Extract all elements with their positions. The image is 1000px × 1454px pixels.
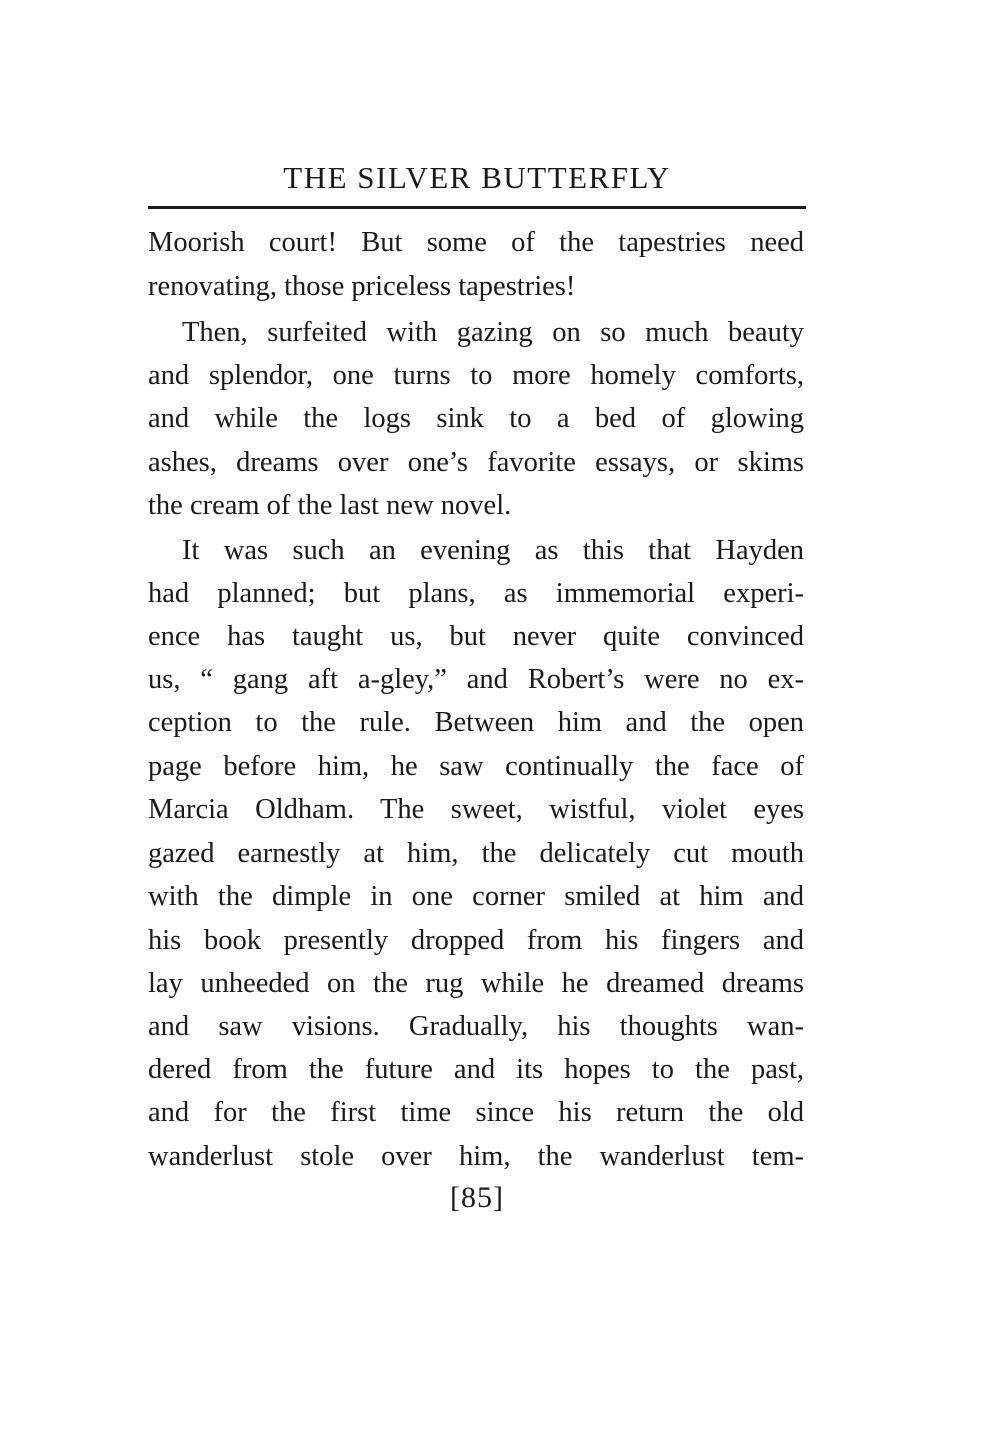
text-line: with the dimple in one corner smiled at him and	[148, 881, 804, 912]
text-line: gazed earnestly at him, the delicately cut mouth	[148, 838, 804, 869]
running-head: THE SILVER BUTTERFLY	[283, 160, 671, 195]
text-line: had planned; but plans, as immemorial experi-	[148, 578, 804, 609]
text-line: Then, surfeited with gazing on so much beauty	[182, 317, 804, 348]
text-line: and splendor, one turns to more homely comforts,	[148, 360, 804, 391]
text-line: us, “ gang aft a-gley,” and Robert’s were no ex-	[148, 664, 804, 695]
text-line: ence has taught us, but never quite convinced	[148, 621, 804, 652]
text-line: page before him, he saw continually the face of	[148, 751, 804, 782]
text-line: lay unheeded on the rug while he dreamed dreams	[148, 968, 804, 999]
text-line: and saw visions. Gradually, his thoughts wan-	[148, 1011, 804, 1042]
text-line: his book presently dropped from his fingers and	[148, 925, 804, 956]
text-line: dered from the future and its hopes to the past,	[148, 1054, 804, 1085]
text-line: ashes, dreams over one’s favorite essays, or skims	[148, 447, 804, 478]
page-number: [85]	[450, 1181, 504, 1214]
text-line: It was such an evening as this that Hayden	[182, 535, 804, 566]
text-line: and for the first time since his return the old	[148, 1097, 804, 1128]
header-rule	[148, 206, 806, 209]
text-line: Marcia Oldham. The sweet, wistful, violet eyes	[148, 794, 804, 825]
text-line: wanderlust stole over him, the wanderlust tem-	[148, 1141, 804, 1172]
text-line: ception to the rule. Between him and the open	[148, 707, 804, 738]
text-line: and while the logs sink to a bed of glowing	[148, 403, 804, 434]
text-line: the cream of the last new novel.	[148, 490, 512, 521]
text-line: renovating, those priceless tapestries!	[148, 271, 576, 302]
text-line: Moorish court! But some of the tapestries need	[148, 227, 804, 258]
